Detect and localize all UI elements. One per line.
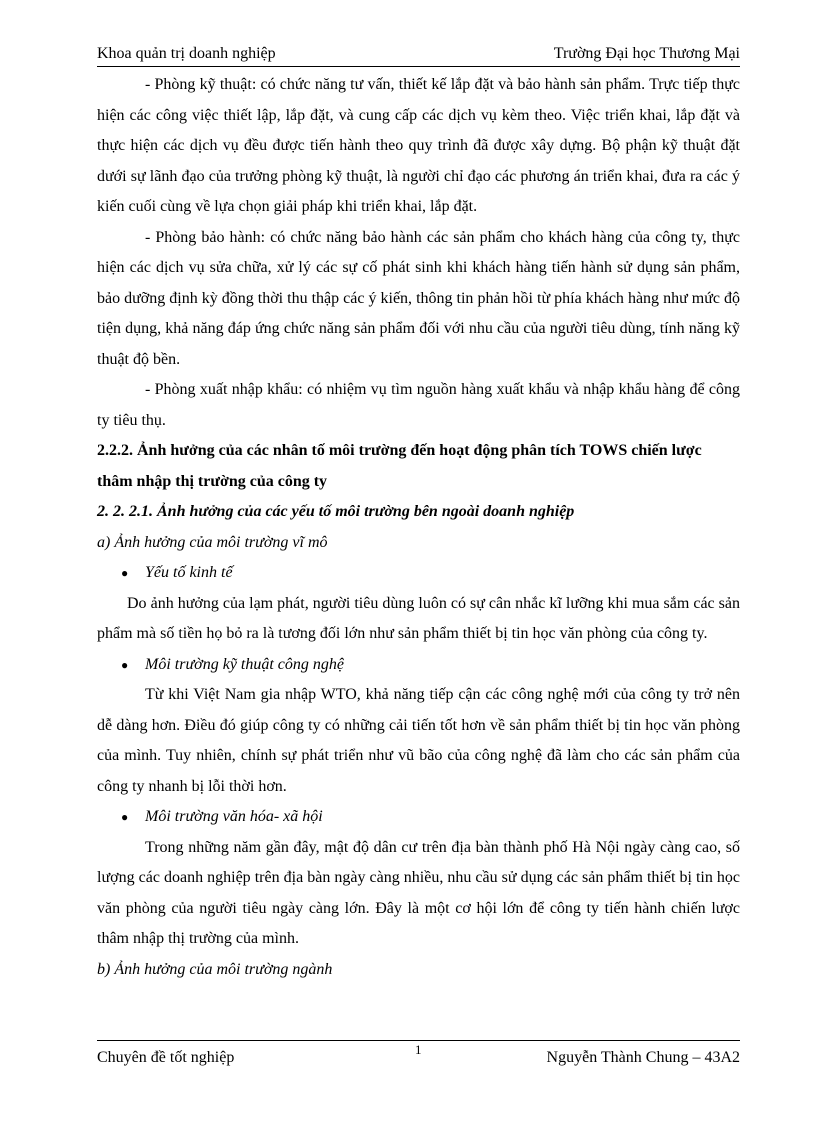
heading-macro-environment: a) Ảnh hưởng của môi trường vĩ mô — [97, 533, 328, 551]
paragraph-technology: Từ khi Việt Nam gia nhập WTO, khả năng tiếp cận các công nghệ mới của công ty trở nên dễ dàng hơn. Điều đó giúp công ty có những cải tiến tốt hơn về sản phẩm thiết bị tin học văn phòng của mình. Tuy nhiên, chính sự phát triển như vũ bão của công nghệ đã làm cho các sản phẩm của công ty nhanh bị lỗi thời hơn. — [97, 686, 740, 795]
page-header — [97, 44, 740, 64]
paragraph-import-export-dept: - Phòng xuất nhập khẩu: có nhiệm vụ tìm nguồn hàng xuất khẩu và nhập khẩu hàng để công ty tiêu thụ. — [97, 381, 740, 429]
bullet-technology-environment — [97, 650, 740, 681]
heading-industry-environment: b) Ảnh hưởng của môi trường ngành — [97, 960, 333, 978]
header-university: Trường Đại học Thương Mại — [553, 45, 740, 62]
bullet-icon: ● — [121, 566, 129, 580]
bullet-label: Môi trường văn hóa- xã hội — [145, 808, 323, 825]
page-body — [97, 70, 740, 985]
page-footer — [97, 1042, 740, 1069]
page-number: 1 — [415, 1042, 422, 1057]
bullet-icon: ● — [121, 810, 129, 824]
bullet-label: Yếu tố kinh tế — [145, 564, 233, 581]
bullet-economic-factor — [97, 558, 740, 589]
paragraph-cultural-social: Trong những năm gần đây, mật độ dân cư trên địa bàn thành phố Hà Nội ngày càng cao, số lượng các doanh nghiệp trên địa bàn ngày càng nhiều, nhu cầu sử dụng các sản phẩm thiết bị tin học văn phòng của người tiêu ngày càng lớn. Đây là một cơ hội lớn để công ty tiến hành chiến lược thâm nhập thị trường của mình. — [97, 838, 740, 947]
paragraph-economic: Do ảnh hưởng của lạm phát, người tiêu dùng luôn có sự cân nhắc kĩ lưỡng khi mua sắm các sản phẩm mà số tiền họ bỏ ra là tương đối lớn như sản phẩm thiết bị tin học văn phòng của công ty. — [97, 594, 740, 642]
bullet-icon: ● — [121, 657, 129, 672]
paragraph-warranty-dept: - Phòng bảo hành: có chức năng bảo hành các sản phẩm cho khách hàng của công ty, thực hiện các dịch vụ sửa chữa, xử lý các sự cố phát sinh khi khách hàng tiến hành sử dụng sản phẩm, bảo dưỡng định kỳ đồng thời thu thập các ý kiến, thông tin phản hồi từ phía khách hàng như mức độ tiện dụng, khả năng đáp ứng chức năng sản phẩm đối với nhu cầu của người tiêu dùng, tính năng kỹ thuật độ bền. — [97, 228, 740, 368]
header-rule — [97, 66, 740, 67]
footer-author: Nguyễn Thành Chung – 43A2 — [546, 1049, 740, 1066]
bullet-cultural-social-environment — [97, 802, 740, 833]
paragraph-technical-dept: - Phòng kỹ thuật: có chức năng tư vấn, thiết kế lắp đặt và bảo hành sản phẩm. Trực tiếp thực hiện các công việc thiết lập, lắp đặt, và cung cấp các dịch vụ kèm theo. Việc triển khai, lắp đặt và thực hiện các dịch vụ đều được tiến hành theo quy trình đã được xây dựng. Bộ phận kỹ thuật đặt dưới sự lãnh đạo của trưởng phòng kỹ thuật, là người chỉ đạo các phương án triển khai, đưa ra các ý kiến cuối cùng về lựa chọn giải pháp khi triển khai, lắp đặt. — [97, 76, 740, 215]
header-faculty: Khoa quản trị doanh nghiệp — [97, 45, 276, 62]
subsection-heading-2-2-2-1: 2. 2. 2.1. Ảnh hưởng của các yếu tố môi trường bên ngoài doanh nghiệp — [97, 503, 575, 520]
bullet-label: Môi trường kỹ thuật công nghệ — [145, 655, 345, 673]
footer-thesis-label: Chuyên đề tốt nghiệp — [97, 1049, 235, 1066]
section-heading-2-2-2: 2.2.2. Ảnh hưởng của các nhân tố môi trường đến hoạt động phân tích TOWS chiến lược thâm nhập thị trường của công ty — [97, 442, 702, 490]
